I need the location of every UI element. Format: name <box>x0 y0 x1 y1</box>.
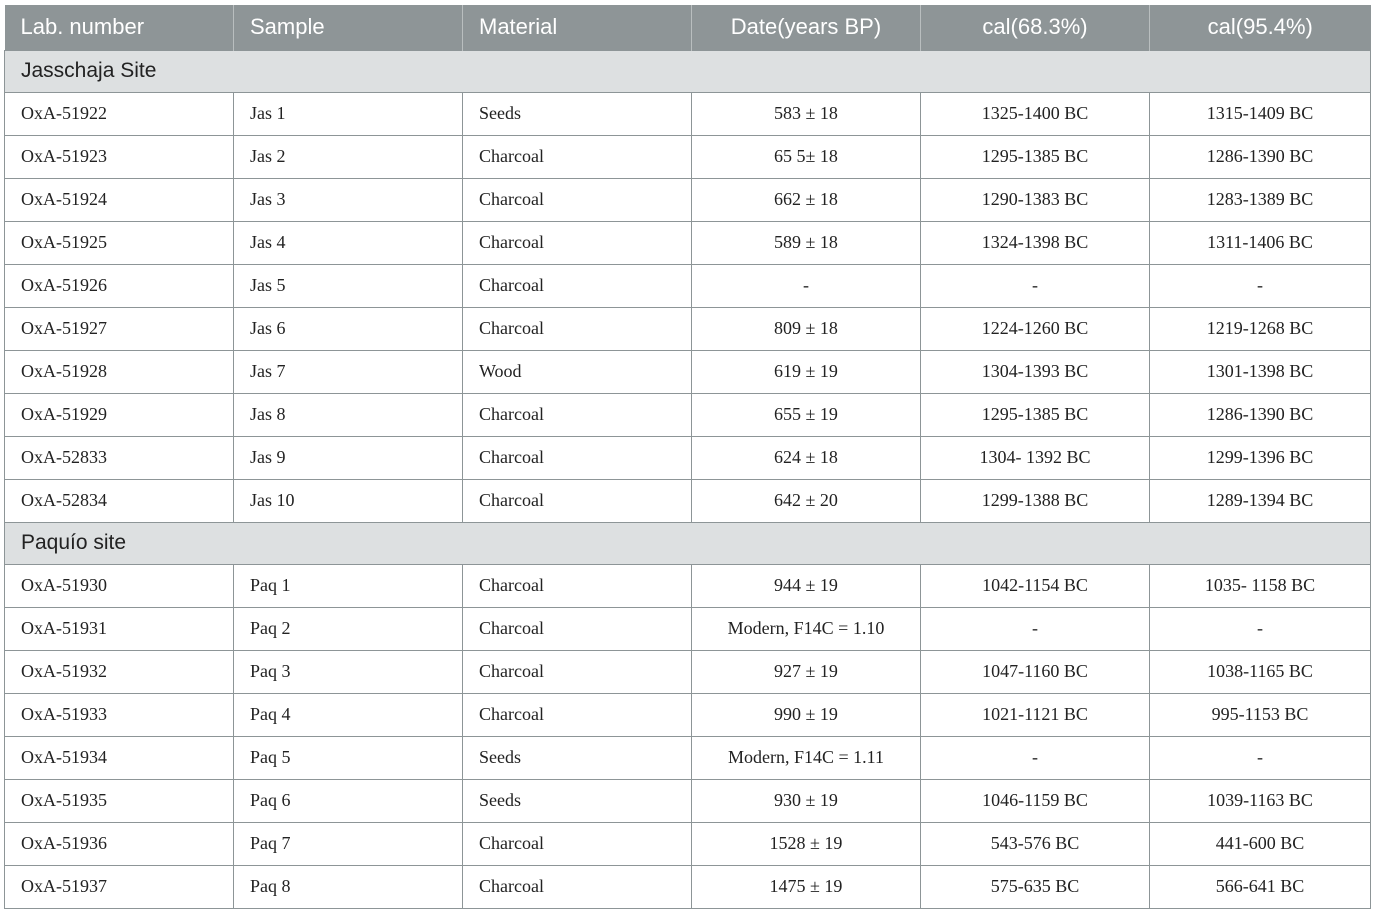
cell-sample: Paq 1 <box>234 564 463 607</box>
cell-sample: Paq 2 <box>234 607 463 650</box>
cell-lab-number: OxA-51923 <box>5 135 234 178</box>
cell-lab-number: OxA-51922 <box>5 92 234 135</box>
cell-date: - <box>692 264 921 307</box>
cell-cal-95: 1289-1394 BC <box>1150 479 1371 522</box>
cell-lab-number: OxA-51926 <box>5 264 234 307</box>
cell-cal-68: 1295-1385 BC <box>921 393 1150 436</box>
cell-sample: Jas 6 <box>234 307 463 350</box>
cell-cal-95: 1219-1268 BC <box>1150 307 1371 350</box>
cell-lab-number: OxA-51930 <box>5 564 234 607</box>
cell-lab-number: OxA-51937 <box>5 865 234 908</box>
header-date: Date(years BP) <box>692 5 921 50</box>
cell-cal-68: 1295-1385 BC <box>921 135 1150 178</box>
cell-lab-number: OxA-51934 <box>5 736 234 779</box>
section-title: Paquío site <box>5 522 1371 564</box>
cell-sample: Paq 4 <box>234 693 463 736</box>
cell-material: Seeds <box>463 779 692 822</box>
radiocarbon-dates-table <box>4 5 1371 909</box>
cell-date: 589 ± 18 <box>692 221 921 264</box>
cell-cal-68: 1324-1398 BC <box>921 221 1150 264</box>
cell-material: Charcoal <box>463 607 692 650</box>
cell-sample: Jas 10 <box>234 479 463 522</box>
cell-material: Seeds <box>463 736 692 779</box>
cell-date: 619 ± 19 <box>692 350 921 393</box>
cell-date: 809 ± 18 <box>692 307 921 350</box>
table-row <box>5 564 1371 607</box>
cell-sample: Paq 6 <box>234 779 463 822</box>
cell-cal-68: 1325-1400 BC <box>921 92 1150 135</box>
cell-cal-68: 1224-1260 BC <box>921 307 1150 350</box>
table-row <box>5 436 1371 479</box>
cell-material: Wood <box>463 350 692 393</box>
cell-material: Charcoal <box>463 135 692 178</box>
cell-lab-number: OxA-52833 <box>5 436 234 479</box>
cell-material: Charcoal <box>463 436 692 479</box>
cell-date: 65 5± 18 <box>692 135 921 178</box>
cell-material: Charcoal <box>463 865 692 908</box>
cell-lab-number: OxA-51928 <box>5 350 234 393</box>
cell-cal-95: 1301-1398 BC <box>1150 350 1371 393</box>
cell-cal-68: 1042-1154 BC <box>921 564 1150 607</box>
cell-material: Charcoal <box>463 307 692 350</box>
cell-lab-number: OxA-51925 <box>5 221 234 264</box>
cell-date: 583 ± 18 <box>692 92 921 135</box>
cell-cal-95: 566-641 BC <box>1150 865 1371 908</box>
table-row <box>5 650 1371 693</box>
cell-cal-95: 1299-1396 BC <box>1150 436 1371 479</box>
cell-sample: Jas 1 <box>234 92 463 135</box>
cell-cal-95: - <box>1150 264 1371 307</box>
table-row <box>5 221 1371 264</box>
cell-cal-68: - <box>921 607 1150 650</box>
table-row <box>5 779 1371 822</box>
cell-date: Modern, F14C = 1.11 <box>692 736 921 779</box>
cell-cal-68: 1046-1159 BC <box>921 779 1150 822</box>
cell-material: Charcoal <box>463 479 692 522</box>
cell-material: Charcoal <box>463 693 692 736</box>
cell-lab-number: OxA-51932 <box>5 650 234 693</box>
cell-cal-95: 995-1153 BC <box>1150 693 1371 736</box>
cell-sample: Paq 8 <box>234 865 463 908</box>
header-cal-68: cal(68.3%) <box>921 5 1150 50</box>
cell-cal-68: - <box>921 736 1150 779</box>
cell-date: 624 ± 18 <box>692 436 921 479</box>
table-row <box>5 479 1371 522</box>
cell-cal-95: 1286-1390 BC <box>1150 393 1371 436</box>
cell-sample: Jas 5 <box>234 264 463 307</box>
cell-material: Charcoal <box>463 393 692 436</box>
table-row <box>5 350 1371 393</box>
cell-lab-number: OxA-51936 <box>5 822 234 865</box>
cell-sample: Jas 8 <box>234 393 463 436</box>
cell-cal-95: 1039-1163 BC <box>1150 779 1371 822</box>
table-row <box>5 736 1371 779</box>
cell-lab-number: OxA-51933 <box>5 693 234 736</box>
table-row <box>5 607 1371 650</box>
cell-sample: Paq 7 <box>234 822 463 865</box>
cell-date: Modern, F14C = 1.10 <box>692 607 921 650</box>
table-row <box>5 92 1371 135</box>
cell-sample: Paq 3 <box>234 650 463 693</box>
cell-lab-number: OxA-51929 <box>5 393 234 436</box>
cell-date: 1528 ± 19 <box>692 822 921 865</box>
cell-cal-95: 1035- 1158 BC <box>1150 564 1371 607</box>
cell-cal-68: 1290-1383 BC <box>921 178 1150 221</box>
cell-sample: Jas 9 <box>234 436 463 479</box>
table-body <box>5 50 1371 908</box>
cell-material: Charcoal <box>463 178 692 221</box>
cell-cal-68: 1304- 1392 BC <box>921 436 1150 479</box>
cell-lab-number: OxA-52834 <box>5 479 234 522</box>
cell-cal-95: 1283-1389 BC <box>1150 178 1371 221</box>
section-row <box>5 522 1371 564</box>
cell-sample: Jas 7 <box>234 350 463 393</box>
table-row <box>5 307 1371 350</box>
cell-cal-95: - <box>1150 736 1371 779</box>
header-sample: Sample <box>234 5 463 50</box>
cell-sample: Jas 3 <box>234 178 463 221</box>
table-row <box>5 822 1371 865</box>
cell-cal-95: 441-600 BC <box>1150 822 1371 865</box>
cell-date: 930 ± 19 <box>692 779 921 822</box>
section-row <box>5 50 1371 92</box>
cell-lab-number: OxA-51924 <box>5 178 234 221</box>
cell-date: 655 ± 19 <box>692 393 921 436</box>
cell-date: 944 ± 19 <box>692 564 921 607</box>
header-row <box>5 5 1371 50</box>
cell-cal-95: 1038-1165 BC <box>1150 650 1371 693</box>
cell-date: 662 ± 18 <box>692 178 921 221</box>
cell-sample: Jas 2 <box>234 135 463 178</box>
header-lab-number: Lab. number <box>5 5 234 50</box>
cell-material: Charcoal <box>463 564 692 607</box>
cell-lab-number: OxA-51927 <box>5 307 234 350</box>
cell-date: 990 ± 19 <box>692 693 921 736</box>
cell-lab-number: OxA-51935 <box>5 779 234 822</box>
cell-material: Charcoal <box>463 264 692 307</box>
cell-cal-68: 1299-1388 BC <box>921 479 1150 522</box>
table-row <box>5 865 1371 908</box>
cell-sample: Jas 4 <box>234 221 463 264</box>
cell-cal-95: 1286-1390 BC <box>1150 135 1371 178</box>
cell-cal-95: 1311-1406 BC <box>1150 221 1371 264</box>
cell-date: 927 ± 19 <box>692 650 921 693</box>
cell-material: Seeds <box>463 92 692 135</box>
header-cal-95: cal(95.4%) <box>1150 5 1371 50</box>
cell-cal-68: 1047-1160 BC <box>921 650 1150 693</box>
cell-material: Charcoal <box>463 822 692 865</box>
table-row <box>5 693 1371 736</box>
cell-cal-95: - <box>1150 607 1371 650</box>
header-material: Material <box>463 5 692 50</box>
cell-cal-68: - <box>921 264 1150 307</box>
cell-material: Charcoal <box>463 650 692 693</box>
cell-cal-68: 1021-1121 BC <box>921 693 1150 736</box>
cell-lab-number: OxA-51931 <box>5 607 234 650</box>
cell-date: 1475 ± 19 <box>692 865 921 908</box>
table-row <box>5 135 1371 178</box>
cell-date: 642 ± 20 <box>692 479 921 522</box>
cell-material: Charcoal <box>463 221 692 264</box>
section-title: Jasschaja Site <box>5 50 1371 92</box>
table-row <box>5 264 1371 307</box>
cell-sample: Paq 5 <box>234 736 463 779</box>
cell-cal-95: 1315-1409 BC <box>1150 92 1371 135</box>
table-row <box>5 393 1371 436</box>
cell-cal-68: 1304-1393 BC <box>921 350 1150 393</box>
cell-cal-68: 575-635 BC <box>921 865 1150 908</box>
cell-cal-68: 543-576 BC <box>921 822 1150 865</box>
table-row <box>5 178 1371 221</box>
